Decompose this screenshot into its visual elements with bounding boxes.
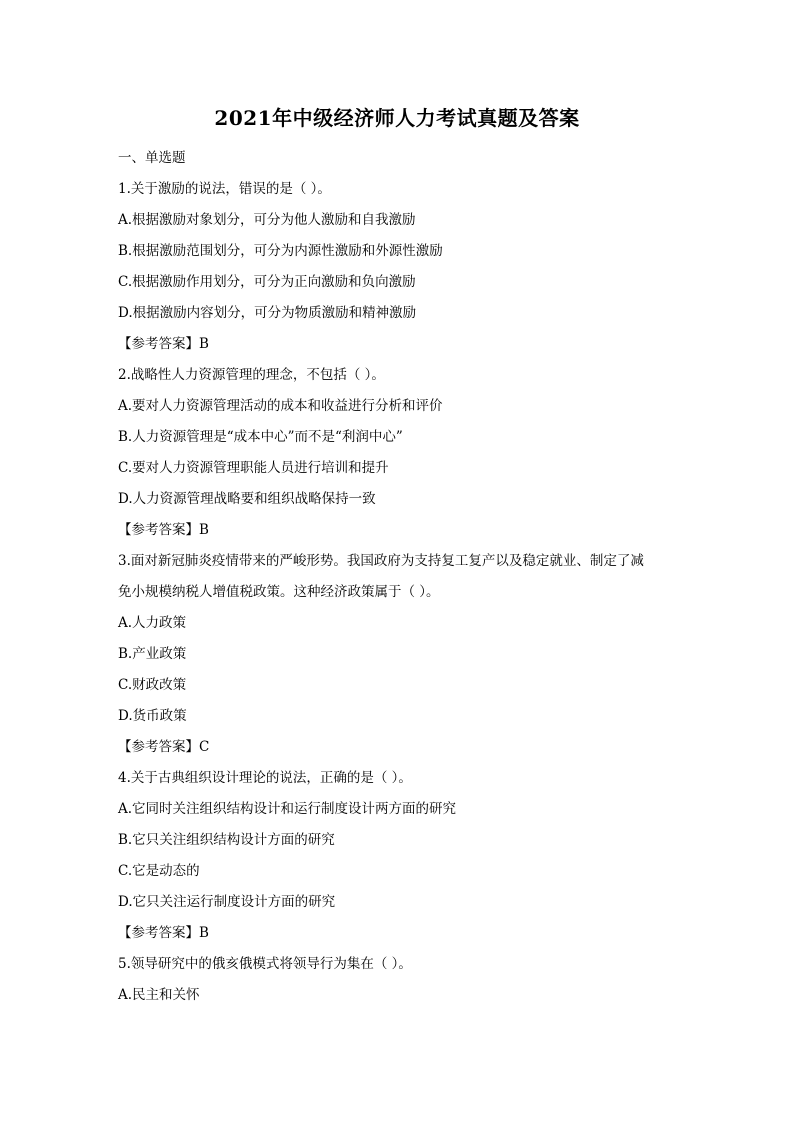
option-line: D.它只关注运行制度设计方面的研究 (118, 894, 336, 910)
document-title: 2021年中级经济师人力考试真题及答案 (214, 106, 580, 130)
option-line: C.它是动态的 (118, 863, 200, 879)
question-stem: 2.战略性人力资源管理的理念，不包括（ ）。 (118, 367, 385, 383)
answer-line: 【参考答案】B (118, 336, 209, 352)
answer-line: 【参考答案】B (118, 522, 209, 538)
option-line: A.要对人力资源管理活动的成本和收益进行分析和评价 (118, 398, 443, 414)
option-line: A.人力政策 (118, 615, 187, 631)
question-stem: 4.关于古典组织设计理论的说法，正确的是（ ）。 (118, 770, 412, 786)
option-line: A.根据激励对象划分，可分为他人激励和自我激励 (118, 212, 416, 228)
option-line: C.财政改策 (118, 677, 187, 693)
option-line: C.根据激励作用划分，可分为正向激励和负向激励 (118, 274, 416, 290)
answer-line: 【参考答案】C (118, 739, 210, 755)
option-line: B.它只关注组织结构设计方面的研究 (118, 832, 335, 848)
question-stem-line-1: 3.面对新冠肺炎疫情带来的严峻形势。我国政府为支持复工复产以及稳定就业、制定了减 (118, 553, 644, 569)
document-body (118, 143, 688, 1011)
option-line: D.根据激励内容划分，可分为物质激励和精神激励 (118, 305, 417, 321)
option-line: C.要对人力资源管理职能人员进行培训和提升 (118, 460, 389, 476)
option-line: B.产业政策 (118, 646, 187, 662)
question-stem: 1.关于激励的说法，错误的是（ ）。 (118, 181, 331, 197)
section-heading: 一、单选题 (118, 150, 186, 166)
question-stem-line-2: 免小规模纳税人增值税政策。这种经济政策属于（ ）。 (118, 584, 440, 600)
option-line: A.民主和关怀 (118, 987, 200, 1003)
option-line: D.人力资源管理战略要和组织战略保持一致 (118, 491, 376, 507)
option-line: B.人力资源管理是“成本中心”而不是“利润中心” (118, 429, 403, 445)
answer-line: 【参考答案】B (118, 925, 209, 941)
option-line: B.根据激励范围划分，可分为内源性激励和外源性激励 (118, 243, 443, 259)
question-stem: 5.领导研究中的俄亥俄模式将领导行为集在（ ）。 (118, 956, 412, 972)
option-line: D.货币政策 (118, 708, 187, 724)
option-line: A.它同时关注组织结构设计和运行制度设计两方面的研究 (118, 801, 457, 817)
